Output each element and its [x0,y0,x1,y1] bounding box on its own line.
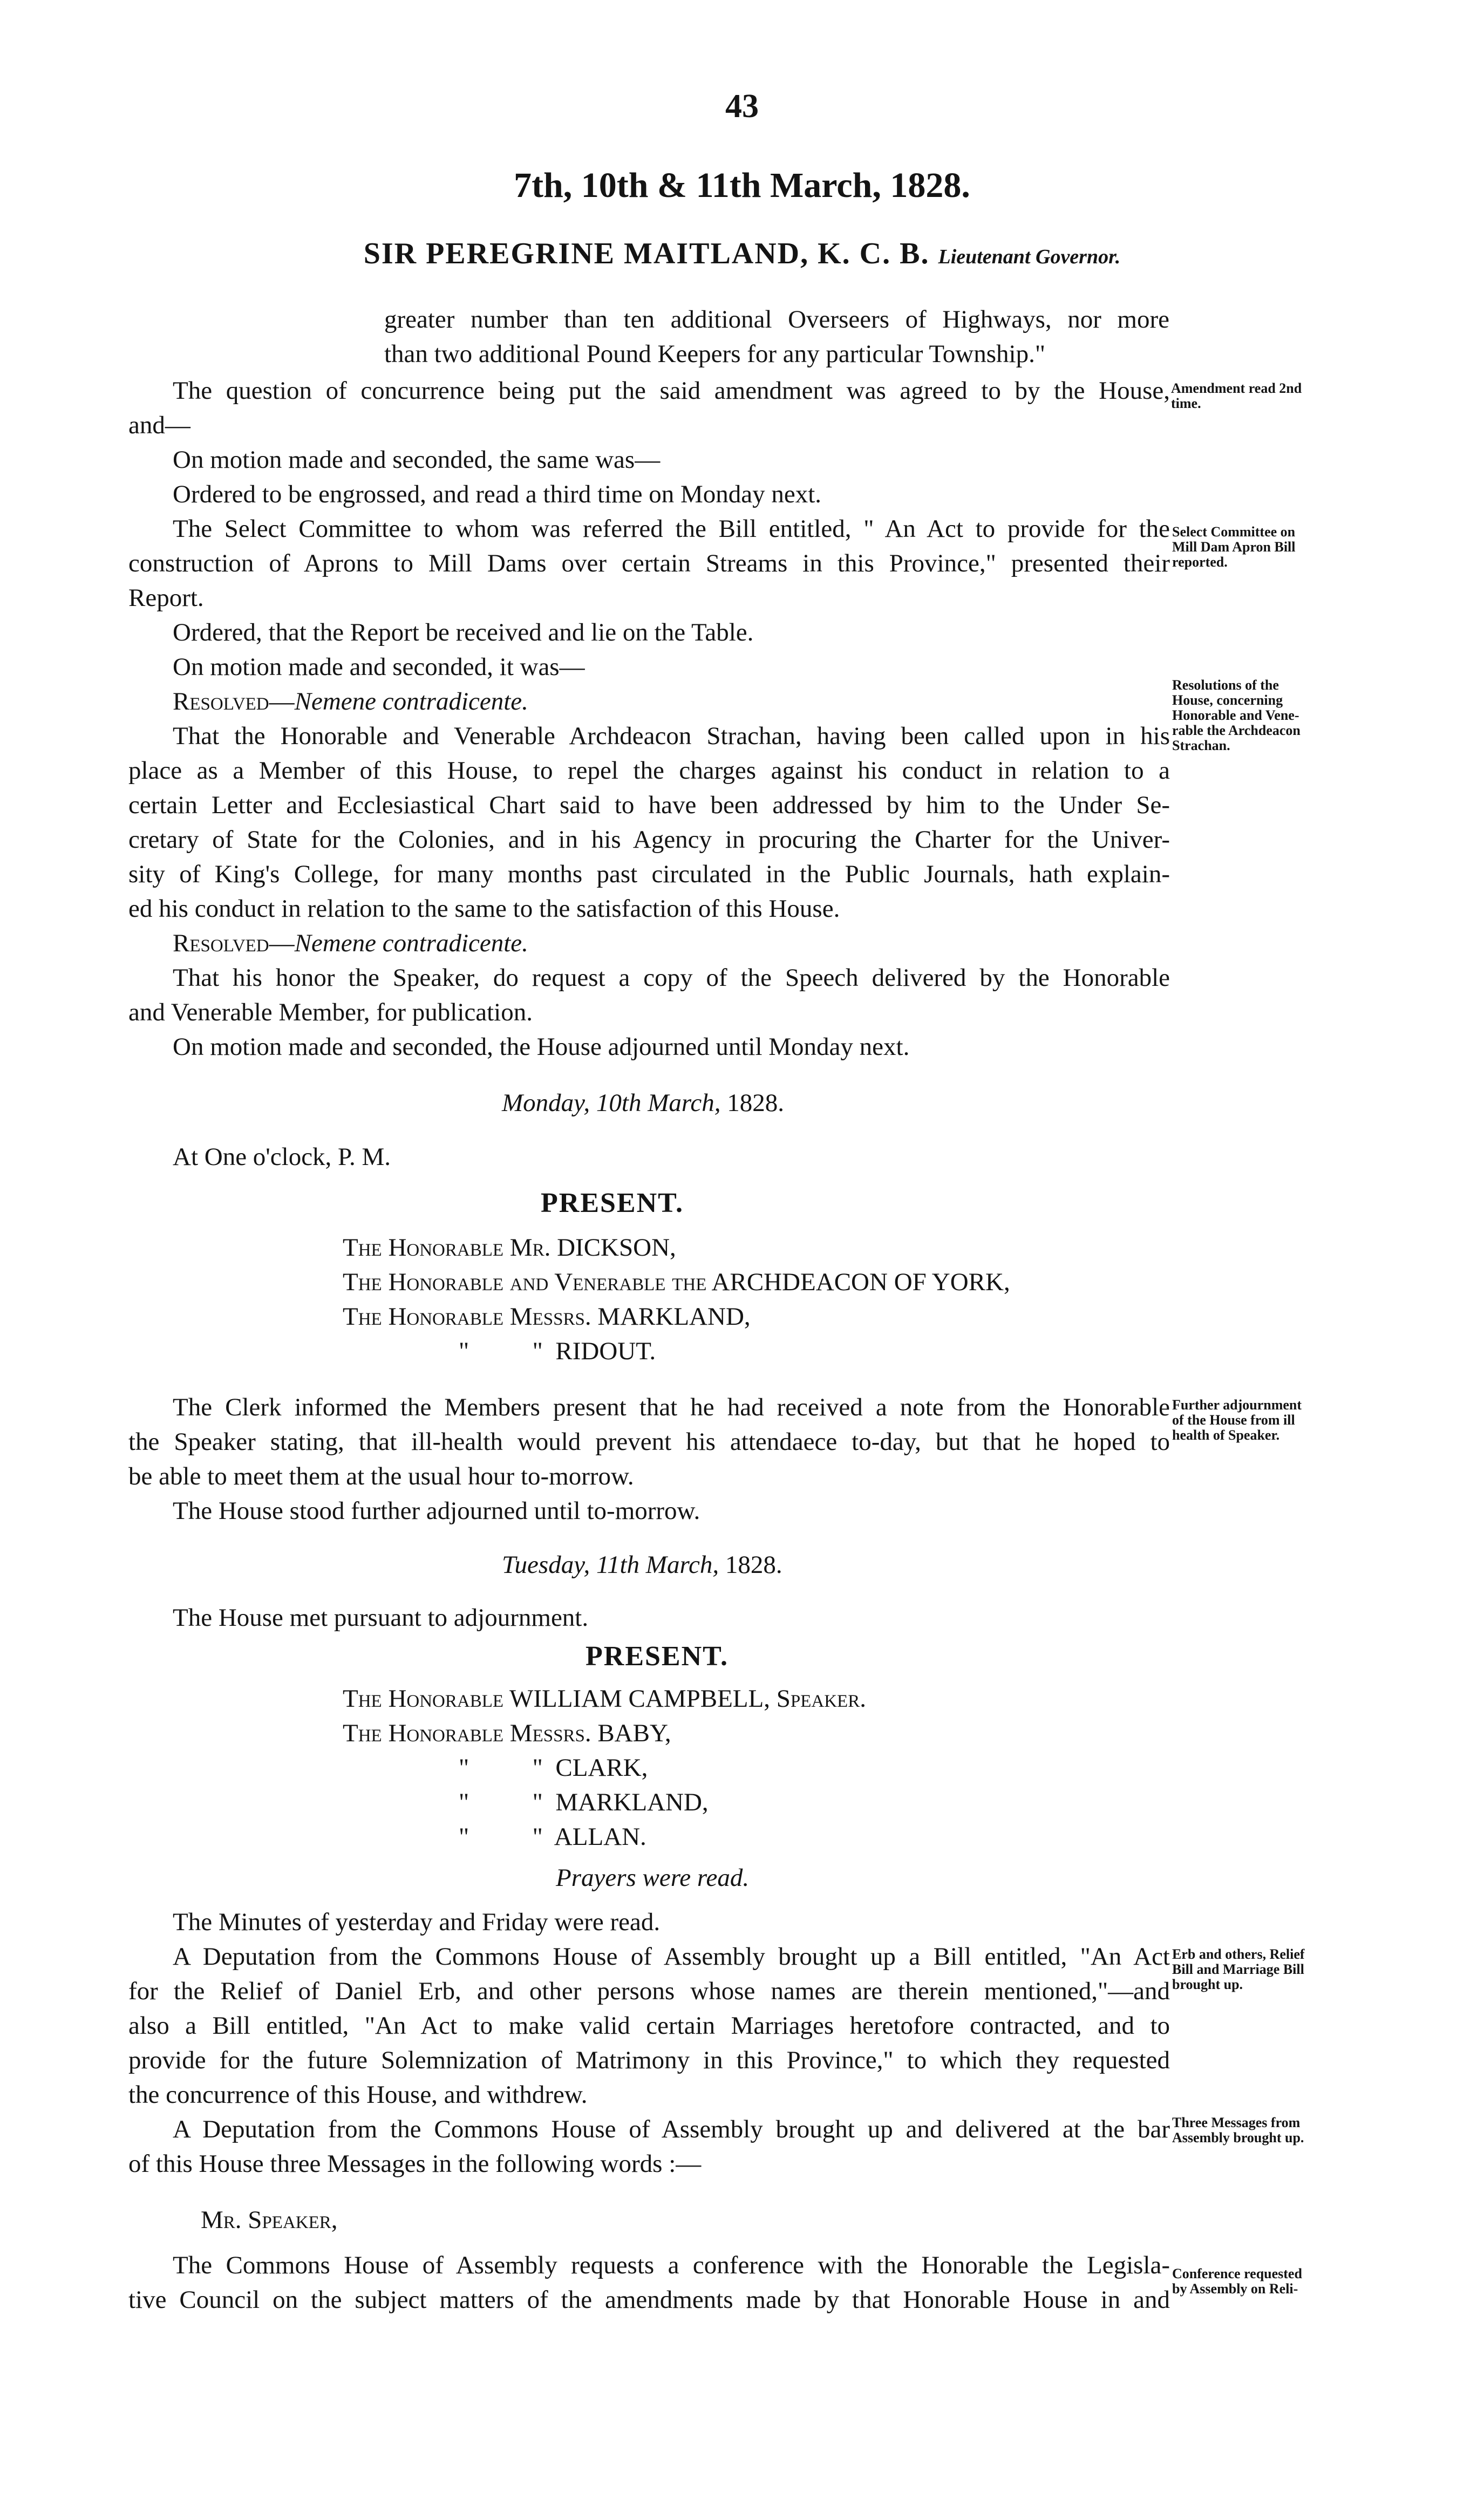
margin-note-line: reported. [1172,554,1228,570]
resolved-line-1 [173,684,528,719]
resolved-dash-2: — [269,929,295,957]
tuesday-date-line [502,1548,782,1582]
present2-name-1: WILLIAM CAMPBELL, [509,1685,770,1713]
tuesday-year: 1828. [725,1551,782,1579]
margin-note-line: Conference requested [1172,2266,1302,2281]
present2-row-1 [343,1681,866,1716]
margin-note-resolutions [1172,678,1301,753]
monday-day: Monday, [502,1089,590,1117]
resolution1-line-2: place as a Member of this House, to repel the charges against his conduct in relation to a [128,757,1170,785]
deputation2-line-2: of this House three Messages in the following words :— [128,2150,702,2178]
present-heading-1: PRESENT. [541,1188,684,1218]
margin-note-erb [1172,1947,1305,1992]
margin-note-select-committee [1172,524,1296,570]
clerk-line-3: be able to meet them at the usual hour to-morrow. [128,1462,634,1490]
margin-note-three-messages [1172,2115,1304,2145]
margin-note-line: by Assembly on Reli- [1172,2281,1298,2297]
margin-note-line: Three Messages from [1172,2115,1301,2130]
margin-note-line: of the House from ill [1172,1412,1295,1428]
present2-row-2 [343,1716,671,1750]
concurrence-line-2: and— [128,411,190,439]
para-continuation-line-1: greater number than ten additional Overseers of Highways, nor more [384,305,1169,333]
present1-prefix-4: " " [459,1337,543,1365]
motion-line-1: On motion made and seconded, the same was— [173,446,661,474]
clerk-line-1: The Clerk informed the Members present that he had received a note from the Honorable [173,1393,1170,1421]
deputation1-line-5: the concurrence of this House, and withdrew. [128,2081,588,2109]
present1-name-1: DICKSON, [557,1234,676,1262]
margin-note-line: House, concerning [1172,692,1283,708]
governor-title: Lieutenant Governor. [938,246,1121,268]
governor-name: SIR PEREGRINE MAITLAND, K. C. B. [363,237,930,270]
ordered-line-2: Ordered, that the Report be received and lie on the Table. [173,618,754,646]
governor-line [0,236,1484,271]
tuesday-date: 11th March, [596,1551,719,1579]
deputation1-line-2: for the Relief of Daniel Erb, and other persons whose names are therein mentioned,"—and [128,1977,1170,2005]
present1-row-4 [459,1334,656,1368]
present2-prefix-1: The Honorable [343,1685,504,1713]
present2-prefix-3: " " [459,1754,543,1782]
present2-row-3 [459,1750,648,1785]
resolution1-line-3: certain Letter and Ecclesiastical Chart said to have been addressed by him to the Under Se- [128,791,1170,819]
present2-name-2: BABY, [597,1719,671,1747]
present2-prefix-2: The Honorable Messrs. [343,1719,591,1747]
present1-name-3: MARKLAND, [597,1303,751,1331]
margin-note-line: brought up. [1172,1977,1243,1992]
present1-row-2 [343,1265,1010,1299]
deputation1-line-4: provide for the future Solemnization of Matrimony in this Province," to which they requested [128,2046,1170,2074]
tuesday-day: Tuesday, [502,1551,590,1579]
monday-year: 1828. [727,1089,785,1117]
margin-note-line: rable the Archdeacon [1172,723,1301,738]
present2-prefix-5: " " [459,1823,543,1851]
resolution2-line-1: That his honor the Speaker, do request a copy of the Speech delivered by the Honorable [173,964,1170,992]
present2-prefix-4: " " [459,1788,543,1816]
present1-row-3 [343,1299,751,1334]
margin-note-amendment [1171,381,1302,411]
ordered-line-1: Ordered to be engrossed, and read a third time on Monday next. [173,480,822,508]
prayers-line: Prayers were read. [556,1864,750,1892]
margin-note-line: time. [1171,396,1201,411]
resolved-text-2: Nemene contradicente. [294,929,528,957]
conference-line-2: tive Council on the subject matters of the amendments made by that Honorable House in and [128,2286,1170,2314]
present2-row-5 [459,1820,646,1854]
deputation2-line-1: A Deputation from the Commons House of Assembly brought up and delivered at the bar [173,2115,1170,2143]
margin-note-line: Honorable and Vene- [1172,707,1299,723]
house-met-line: The House met pursuant to adjournment. [173,1604,589,1632]
mr-speaker-line: Mr. Speaker, [201,2206,338,2234]
margin-note-further-adjournment [1172,1398,1302,1443]
one-oclock-line: At One o'clock, P. M. [173,1143,391,1171]
present1-prefix-2: The Honorable and Venerable the [343,1268,707,1296]
margin-note-line: Resolutions of the [1172,677,1279,693]
present1-row-1 [343,1230,676,1265]
select-committee-line-1: The Select Committee to whom was referred the Bill entitled, " An Act to provide for the [173,515,1170,543]
resolved-line-2 [173,926,528,960]
present2-name-4: MARKLAND, [555,1788,709,1816]
present2-suffix-1: Speaker. [776,1685,866,1713]
margin-note-line: Assembly brought up. [1172,2130,1304,2145]
motion-line-2: On motion made and seconded, it was— [173,653,585,681]
resolution1-line-6: ed his conduct in relation to the same to the satisfaction of this House. [128,895,840,923]
margin-note-line: Select Committee on [1172,524,1296,540]
resolved-label-1: Resolved [173,687,269,716]
resolution1-line-5: sity of King's College, for many months past circulated in the Public Journals, hath explain- [128,860,1170,888]
conference-line-1: The Commons House of Assembly requests a conference with the Honorable the Legisla- [173,2251,1170,2279]
concurrence-line-1: The question of concurrence being put the said amendment was agreed to by the House, [173,377,1170,405]
margin-note-line: Further adjournment [1172,1397,1302,1413]
margin-note-line: Bill and Marriage Bill [1172,1961,1304,1977]
resolved-text-1: Nemene contradicente. [294,687,528,716]
present1-prefix-3: The Honorable Messrs. [343,1303,591,1331]
page-number: 43 [725,88,759,125]
present1-prefix-1: The Honorable Mr. [343,1234,551,1262]
resolution1-line-4: cretary of State for the Colonies, and in his Agency in procuring the Charter for the Univer- [128,826,1170,854]
present1-name-4: RIDOUT. [555,1337,656,1365]
date-heading [0,165,1484,206]
select-committee-line-3: Report. [128,584,204,612]
monday-date: 10th March, [596,1089,721,1117]
resolved-label-2: Resolved [173,929,269,957]
deputation1-line-1: A Deputation from the Commons House of Assembly brought up a Bill entitled, "An Act [173,1943,1170,1971]
resolved-dash-1: — [269,687,295,716]
monday-date-line [502,1086,784,1120]
margin-note-line: Strachan. [1172,738,1230,753]
resolution1-line-1: That the Honorable and Venerable Archdeacon Strachan, having been called upon in his [173,722,1170,750]
margin-note-line: Amendment read 2nd [1171,380,1302,396]
adjourned-line-2: The House stood further adjourned until to-morrow. [173,1497,700,1525]
minutes-line: The Minutes of yesterday and Friday were read. [173,1908,661,1936]
clerk-line-2: the Speaker stating, that ill-health would prevent his attendaece to-day, but that he hoped to [128,1428,1170,1456]
margin-note-line: Mill Dam Apron Bill [1172,539,1296,555]
margin-note-conference [1172,2266,1302,2297]
margin-note-line: health of Speaker. [1172,1427,1280,1443]
date-heading-text: 7th, 10th & 11th March, 1828. [514,166,970,205]
deputation1-line-3: also a Bill entitled, "An Act to make valid certain Marriages heretofore contracted, and to [128,2012,1170,2040]
present-heading-2: PRESENT. [586,1641,729,1672]
present2-name-5: ALLAN. [554,1823,646,1851]
present2-name-3: CLARK, [555,1754,648,1782]
margin-note-line: Erb and others, Relief [1172,1946,1305,1962]
present2-row-4 [459,1785,709,1820]
para-continuation-line-2: than two additional Pound Keepers for any particular Township." [384,340,1046,368]
resolution2-line-2: and Venerable Member, for publication. [128,998,533,1026]
adjourned-line-1: On motion made and seconded, the House adjourned until Monday next. [173,1033,910,1061]
present1-name-2: ARCHDEACON OF YORK, [711,1268,1010,1296]
select-committee-line-2: construction of Aprons to Mill Dams over certain Streams in this Province," presented their [128,549,1170,577]
